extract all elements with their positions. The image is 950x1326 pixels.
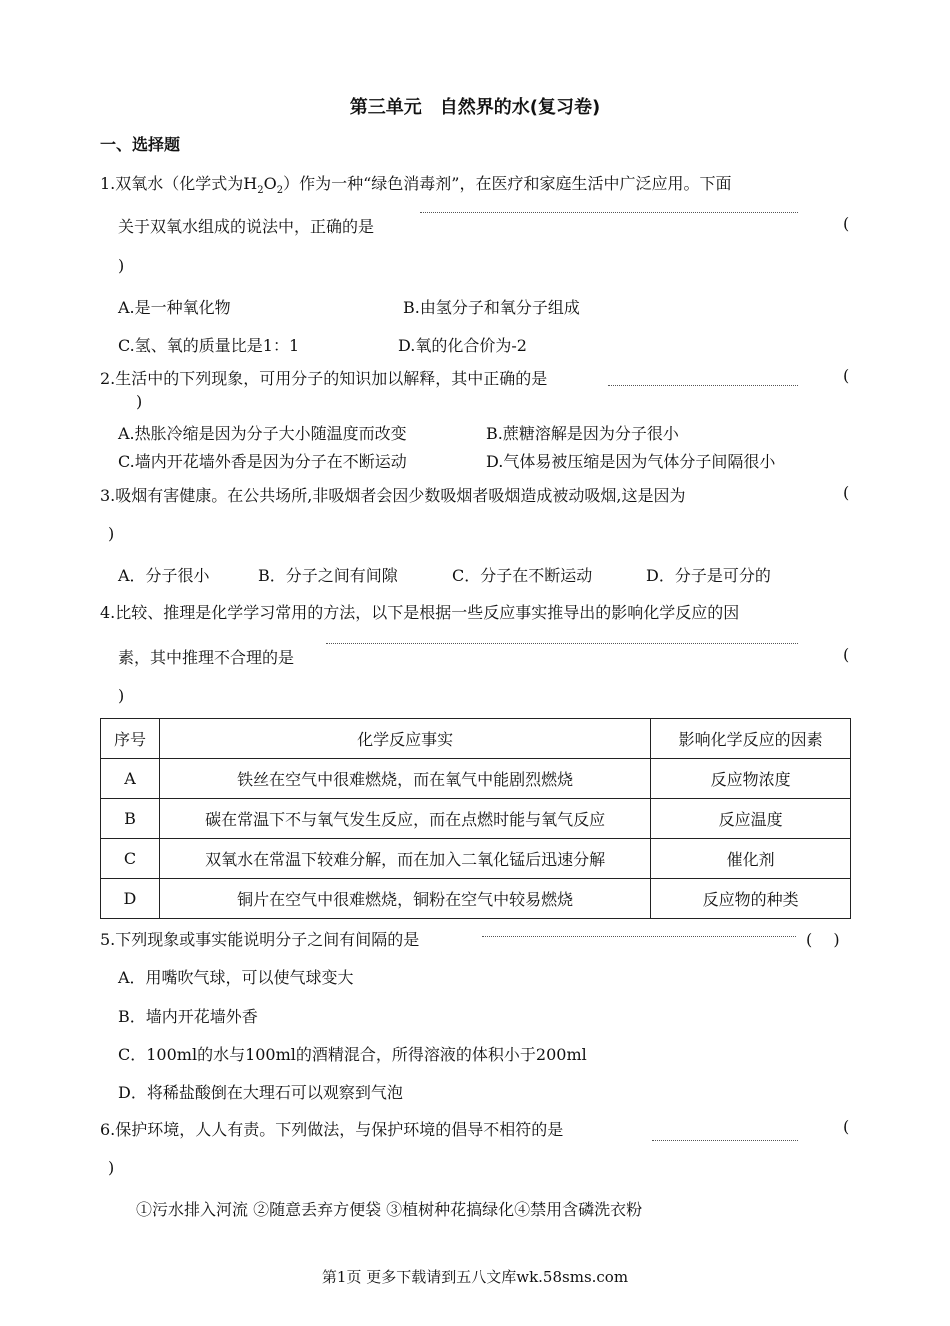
table-cell: 反应物浓度 [651, 759, 851, 799]
q6-answer-blank[interactable] [652, 1140, 798, 1141]
table-cell: 反应温度 [651, 799, 851, 839]
table-cell: 碳在常温下不与氧气发生反应，而在点燃时能与氧气反应 [159, 799, 650, 839]
table-header-cell: 化学反应事实 [159, 719, 650, 759]
table-cell: 铁丝在空气中很难燃烧，而在氧气中能剧烈燃烧 [159, 759, 650, 799]
table-cell: 双氧水在常温下较难分解，而在加入二氧化锰后迅速分解 [159, 839, 650, 879]
q1-stem-line1: 1.双氧水（化学式为$H_2O_2$）作为一种“绿色消毒剂”，在医疗和家庭生活中广泛应用。下面 [100, 174, 732, 197]
q2-answer-blank[interactable] [608, 385, 798, 386]
q5-option-a[interactable]: A．用嘴吹气球，可以使气球变大 [118, 968, 354, 987]
q1-answer-blank[interactable] [420, 212, 798, 213]
table-cell: 反应物的种类 [651, 879, 851, 919]
table-cell: A [101, 759, 160, 799]
q3-option-d[interactable]: D．分子是可分的 [646, 566, 771, 585]
q5-option-b[interactable]: B．墙内开花墙外香 [118, 1007, 258, 1026]
table-cell: 催化剂 [651, 839, 851, 879]
q3-stem: 3.吸烟有害健康。在公共场所,非吸烟者会因少数吸烟者吸烟造成被动吸烟,这是因为 [100, 486, 686, 505]
table-cell: C [101, 839, 160, 879]
table-row [101, 879, 851, 919]
page-footer: 第1页 更多下载请到五八文库wk.58sms.com [321, 1268, 629, 1286]
table-row [101, 839, 851, 879]
q4-answer-blank[interactable] [326, 643, 798, 644]
q5-option-c[interactable]: C．100ml的水与100ml的酒精混合，所得溶液的体积小于200ml [118, 1045, 587, 1064]
q3-option-b[interactable]: B．分子之间有间隙 [258, 566, 398, 585]
q1-option-b[interactable]: B.由氢分子和氧分子组成 [403, 298, 580, 317]
q2-paren-close: ) [136, 392, 143, 411]
q2-option-c[interactable]: C.墙内开花墙外香是因为分子在不断运动 [118, 452, 407, 471]
table-header-row [101, 719, 851, 759]
table-cell: D [101, 879, 160, 919]
q2-option-a[interactable]: A.热胀冷缩是因为分子大小随温度而改变 [118, 424, 407, 443]
q4-paren-open: ( [843, 645, 850, 664]
table-cell: 铜片在空气中很难燃烧，铜粉在空气中较易燃烧 [159, 879, 650, 919]
table-row [101, 799, 851, 839]
q3-paren-open: ( [843, 483, 850, 502]
q3-option-a[interactable]: A．分子很小 [118, 566, 210, 585]
q4-stem-line1: 4.比较、推理是化学学习常用的方法，以下是根据一些反应事实推导出的影响化学反应的因 [100, 603, 740, 622]
q6-paren-close: ) [108, 1158, 115, 1177]
table-cell: B [101, 799, 160, 839]
q1-paren-open: ( [843, 214, 850, 233]
q4-paren-close: ) [118, 686, 125, 705]
q2-stem: 2.生活中的下列现象，可用分子的知识加以解释，其中正确的是 [100, 369, 548, 388]
q6-paren-open: ( [843, 1117, 850, 1136]
q2-option-b[interactable]: B.蔗糖溶解是因为分子很小 [486, 424, 679, 443]
section-heading: 一、选择题 [100, 135, 181, 154]
q2-option-d[interactable]: D.气体易被压缩是因为气体分子间隔很小 [486, 452, 776, 471]
q5-paren: ( ) [806, 930, 840, 949]
q4-stem-line2: 素，其中推理不合理的是 [118, 648, 295, 667]
q5-stem: 5.下列现象或事实能说明分子之间有间隔的是 [100, 930, 420, 949]
reaction-facts-table [100, 718, 851, 919]
page-title: 第三单元 自然界的水(复习卷) [349, 97, 601, 118]
table-header-cell: 影响化学反应的因素 [651, 719, 851, 759]
q3-paren-close: ) [108, 524, 115, 543]
table-header-cell: 序号 [101, 719, 160, 759]
q2-paren-open: ( [843, 366, 850, 385]
q1-paren-close: ) [118, 256, 125, 275]
q5-option-d[interactable]: D．将稀盐酸倒在大理石可以观察到气泡 [118, 1083, 403, 1102]
q1-stem-line2: 关于双氧水组成的说法中，正确的是 [118, 217, 375, 236]
table-row [101, 759, 851, 799]
q1-option-d[interactable]: D.氧的化合价为-2 [398, 336, 527, 355]
q5-answer-blank[interactable] [482, 936, 796, 937]
q6-stem: 6.保护环境，人人有责。下列做法，与保护环境的倡导不相符的是 [100, 1120, 564, 1139]
q6-items: ①污水排入河流 ②随意丢弃方便袋 ③植树种花搞绿化④禁用含磷洗衣粉 [136, 1200, 643, 1219]
q1-option-a[interactable]: A.是一种氧化物 [118, 298, 231, 317]
q1-option-c[interactable]: C.氢、氧的质量比是1：1 [118, 336, 300, 355]
q3-option-c[interactable]: C．分子在不断运动 [452, 566, 593, 585]
